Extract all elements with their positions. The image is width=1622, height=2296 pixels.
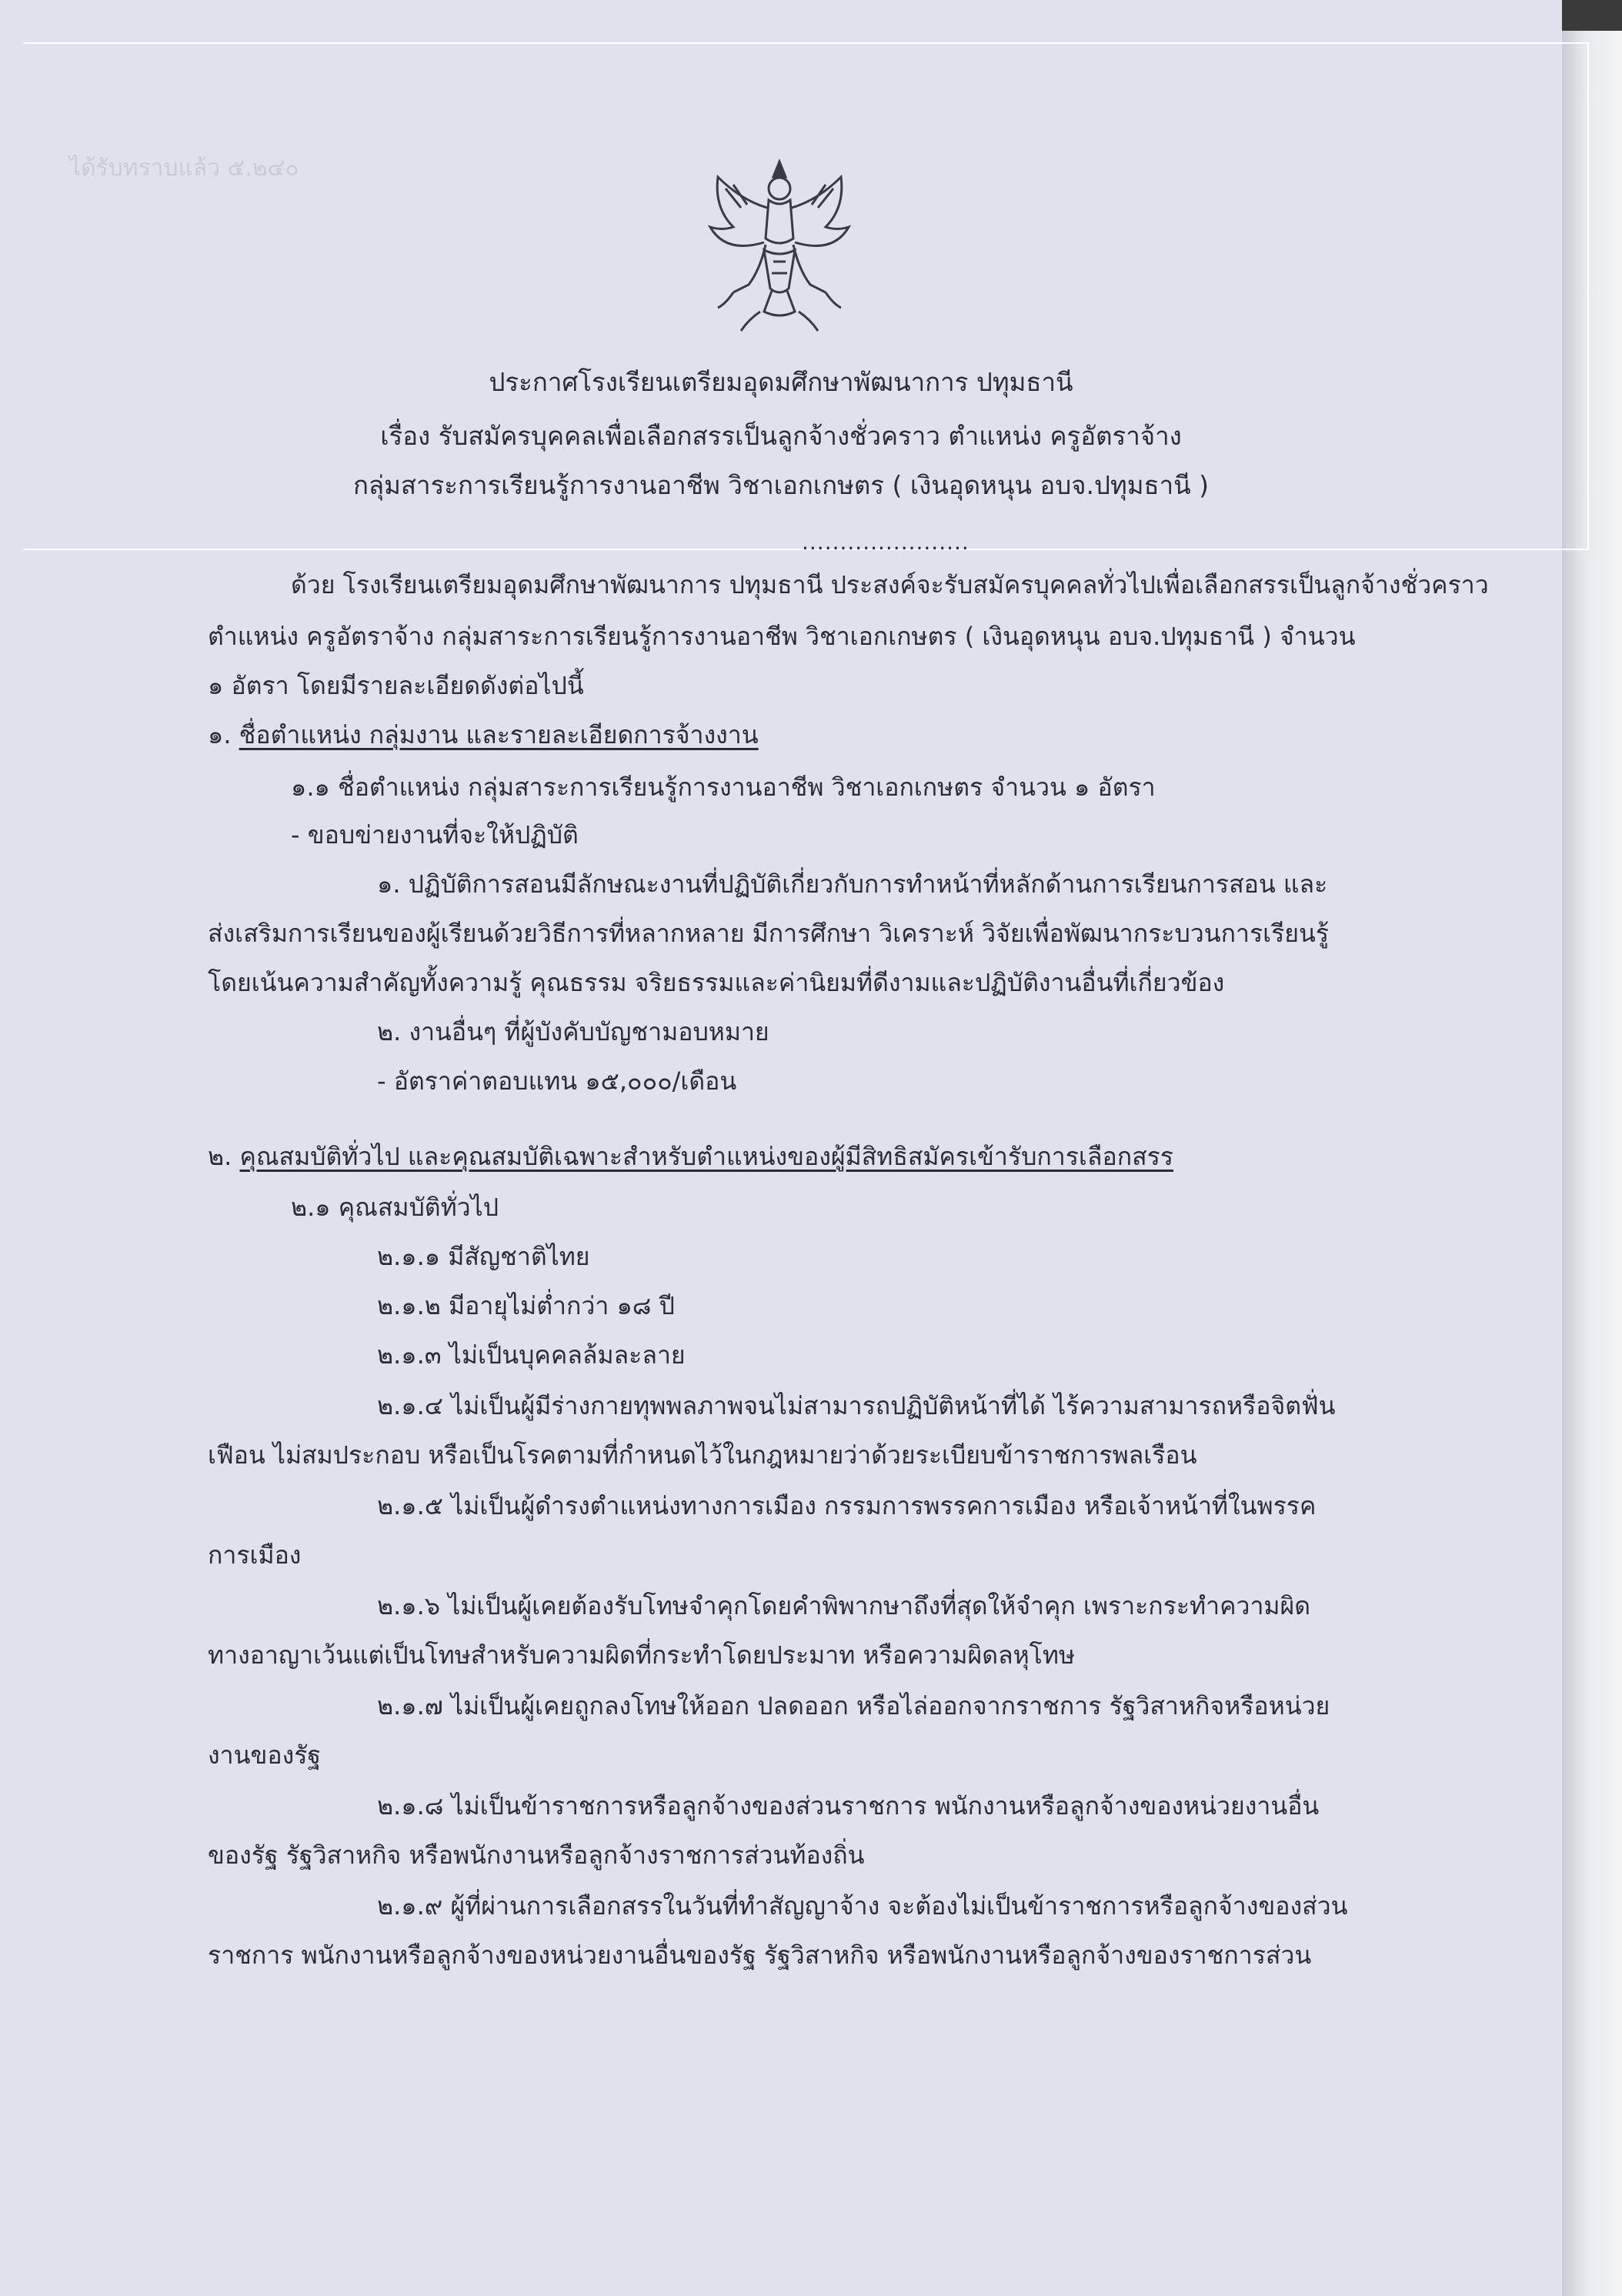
- intro-line: ด้วย โรงเรียนเตรียมอุดมศึกษาพัฒนาการ ปทุมธานี ประสงค์จะรับสมัครบุคคลทั่วไปเพื่อเลือกสรรเป็นลูกจ้างชั่วคราว: [291, 570, 1489, 599]
- body-line: ๒. งานอื่นๆ ที่ผู้บังคับบัญชามอบหมาย: [377, 1017, 769, 1046]
- section-1-heading: [208, 716, 759, 755]
- list-item-cont: ทางอาญาเว้นแต่เป็นโทษสำหรับความผิดที่กระทำโดยประมาท หรือความผิดลหุโทษ: [208, 1640, 1076, 1670]
- body-line: โดยเน้นความสำคัญทั้งความรู้ คุณธรรม จริยธรรมและค่านิยมที่ดีงามและปฏิบัติงานอื่นที่เกี่ยวข้อง: [208, 968, 1225, 997]
- scan-mark: [1562, 0, 1622, 31]
- intro-line: ตำแหน่ง ครูอัตราจ้าง กลุ่มสาระการเรียนรู้การงานอาชีพ วิชาเอกเกษตร ( เงินอุดหนุน อบจ.ปทุมธานี ) จำนวน: [208, 622, 1356, 651]
- announcement-subject: เรื่อง รับสมัครบุคคลเพื่อเลือกสรรเป็นลูกจ้างชั่วคราว ตำแหน่ง ครูอัตราจ้าง: [380, 421, 1182, 451]
- section-1-title: ชื่อตำแหน่ง กลุ่มงาน และรายละเอียดการจ้างงาน: [239, 720, 759, 749]
- body-line: - ขอบข่ายงานที่จะให้ปฏิบัติ: [291, 820, 579, 849]
- intro-line: ๑ อัตรา โดยมีรายละเอียดดังต่อไปนี้: [208, 671, 584, 700]
- list-item: ๒.๑.๖ ไม่เป็นผู้เคยต้องรับโทษจำคุกโดยคำพิพากษาถึงที่สุดให้จำคุก เพราะกระทำความผิด: [377, 1591, 1311, 1620]
- section-2-number: ๒.: [208, 1142, 232, 1171]
- announcement-subject-2: กลุ่มสาระการเรียนรู้การงานอาชีพ วิชาเอกเกษตร ( เงินอุดหนุน อบจ.ปทุมธานี ): [352, 470, 1210, 500]
- body-line: ๑.๑ ชื่อตำแหน่ง กลุ่มสาระการเรียนรู้การงานอาชีพ วิชาเอกเกษตร จำนวน ๑ อัตรา: [291, 773, 1156, 802]
- body-line: ๑. ปฏิบัติการสอนมีลักษณะงานที่ปฏิบัติเกี่ยวกับการทำหน้าที่หลักด้านการเรียนการสอน และ: [377, 869, 1328, 899]
- list-item: ๒.๑.๘ ไม่เป็นข้าราชการหรือลูกจ้างของส่วนราชการ พนักงานหรือลูกจ้างของหน่วยงานอื่น: [377, 1791, 1320, 1820]
- list-item-cont: ราชการ พนักงานหรือลูกจ้างของหน่วยงานอื่นของรัฐ รัฐวิสาหกิจ หรือพนักงานหรือลูกจ้างของราชการส่วน: [208, 1941, 1312, 1970]
- list-item-cont: เฟือน ไม่สมประกอบ หรือเป็นโรคตามที่กำหนดไว้ในกฎหมายว่าด้วยระเบียบข้าราชการพลเรือน: [208, 1440, 1197, 1470]
- list-item: ๒.๑.๙ ผู้ที่ผ่านการเลือกสรรในวันที่ทำสัญญาจ้าง จะต้องไม่เป็นข้าราชการหรือลูกจ้างของส่วน: [377, 1891, 1348, 1921]
- body-line: - อัตราค่าตอบแทน ๑๕,๐๐๐/เดือน: [377, 1066, 737, 1096]
- subsection-heading: ๒.๑ คุณสมบัติทั่วไป: [291, 1193, 499, 1222]
- garuda-emblem-icon: [687, 154, 872, 339]
- list-item-cont: งานของรัฐ: [208, 1740, 322, 1770]
- list-item: ๒.๑.๗ ไม่เป็นผู้เคยถูกลงโทษให้ออก ปลดออก หรือไล่ออกจากราชการ รัฐวิสาหกิจหรือหน่วย: [377, 1691, 1330, 1720]
- section-2-heading: [208, 1137, 1173, 1176]
- list-item: ๒.๑.๑ มีสัญชาติไทย: [377, 1242, 590, 1271]
- section-2-title: คุณสมบัติทั่วไป และคุณสมบัติเฉพาะสำหรับตำแหน่งของผู้มีสิทธิสมัครเข้ารับการเลือกสรร: [239, 1142, 1173, 1171]
- list-item: ๒.๑.๕ ไม่เป็นผู้ดำรงตำแหน่งทางการเมือง กรรมการพรรคการเมือง หรือเจ้าหน้าที่ในพรรค: [377, 1491, 1317, 1520]
- list-item-cont: การเมือง: [208, 1540, 302, 1570]
- list-item: ๒.๑.๓ ไม่เป็นบุคคลล้มละลาย: [377, 1340, 686, 1370]
- announcement-title: ประกาศโรงเรียนเตรียมอุดมศึกษาพัฒนาการ ปทุมธานี: [489, 367, 1073, 397]
- list-item: ๒.๑.๒ มีอายุไม่ต่ำกว่า ๑๘ ปี: [377, 1291, 675, 1320]
- section-1-number: ๑.: [208, 720, 232, 749]
- body-line: ส่งเสริมการเรียนของผู้เรียนด้วยวิธีการที่หลากหลาย มีการศึกษา วิเคราะห์ วิจัยเพื่อพัฒนากระบวนการเรียนรู้: [208, 919, 1330, 948]
- list-item: ๒.๑.๔ ไม่เป็นผู้มีร่างกายทุพพลภาพจนไม่สามารถปฏิบัติหน้าที่ได้ ไร้ความสามารถหรือจิตฟั่น: [377, 1391, 1336, 1420]
- separator-dots: ......................: [802, 529, 970, 555]
- list-item-cont: ของรัฐ รัฐวิสาหกิจ หรือพนักงานหรือลูกจ้างราชการส่วนท้องถิ่น: [208, 1840, 865, 1870]
- faint-stamp: ได้รับทราบแล้ว ๕.๒๔๐: [69, 155, 299, 182]
